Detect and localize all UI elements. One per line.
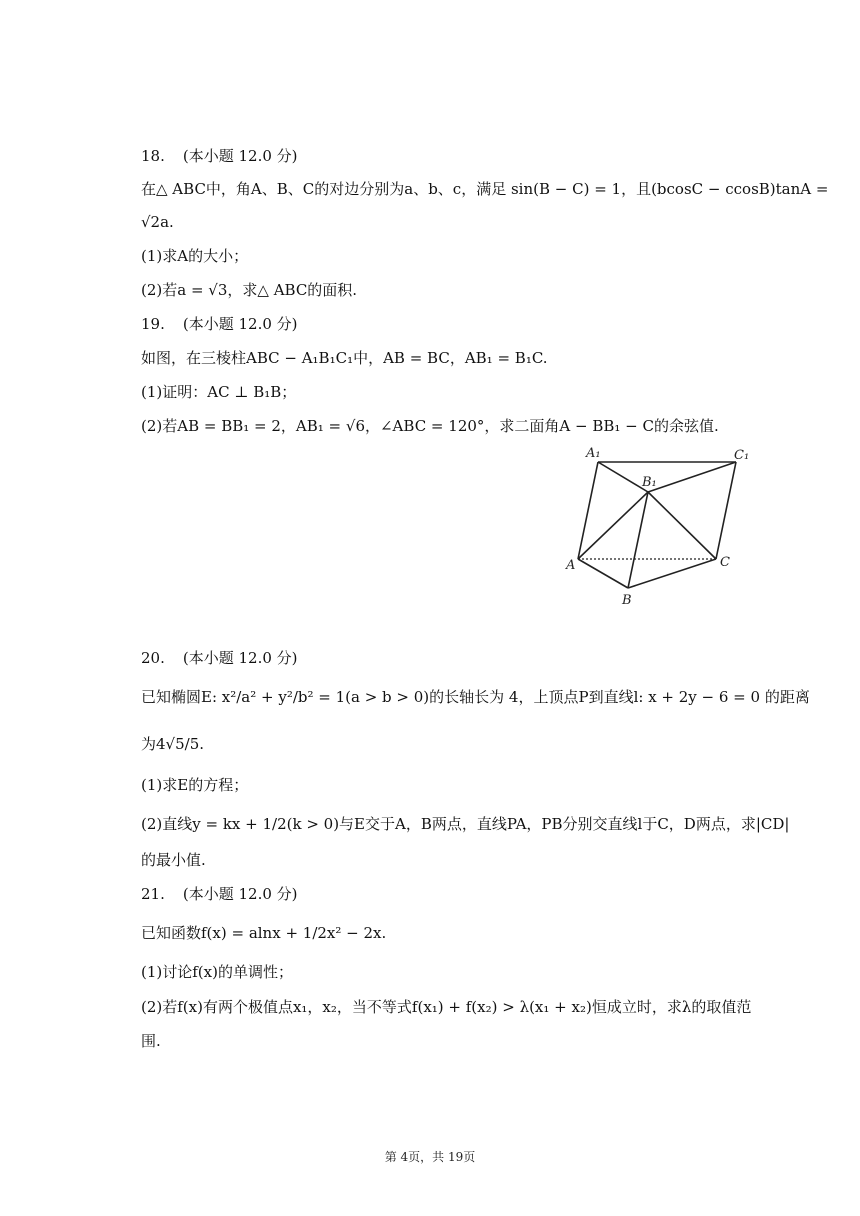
edge-B1C: [648, 492, 716, 559]
q18-number: 18.: [141, 147, 165, 165]
q19-part2: (2)若AB = BB₁ = 2，AB₁ = √6，∠ABC = 120°，求二面角A − BB₁ − C的余弦值.: [141, 417, 719, 435]
edge-A1B1: [598, 462, 648, 492]
q21-header: [141, 883, 298, 905]
q18-points: (本小题 12.0 分): [182, 147, 298, 165]
q19-number: 19.: [141, 315, 165, 333]
label-C1: C₁: [734, 448, 750, 463]
label-B1: B₁: [642, 475, 657, 490]
edge-B1A: [578, 492, 648, 559]
q19-part1: (1)证明：AC ⊥ B₁B；: [141, 383, 297, 401]
q21-part1: (1)讨论f(x)的单调性；: [141, 963, 293, 981]
q18-stem-line2: √2a.: [141, 213, 174, 231]
label-C: C: [720, 555, 730, 570]
q18-header: [141, 145, 298, 167]
q20-part1: (1)求E的方程；: [141, 776, 249, 794]
q19-stem: 如图，在三棱柱ABC − A₁B₁C₁中，AB = BC，AB₁ = B₁C.: [141, 349, 548, 367]
q21-part2-line1: (2)若f(x)有两个极值点x₁，x₂，当不等式f(x₁) + f(x₂) > λ(x₁ + x₂)恒成立时，求λ的取值范: [141, 998, 752, 1016]
prism-figure: [560, 442, 760, 612]
q21-part2-line2: 围.: [141, 1032, 161, 1050]
q19-header: [141, 313, 298, 335]
q18-part2: (2)若a = √3，求△ ABC的面积.: [141, 281, 358, 299]
edge-BC: [628, 559, 716, 588]
q20-points: (本小题 12.0 分): [182, 649, 298, 667]
q18-stem-line1: 在△ ABC中，角A、B、C的对边分别为a、b、c，满足 sin(B − C) = 1，且(bcosC − ccosB)tanA =: [141, 180, 829, 198]
q19-points: (本小题 12.0 分): [182, 315, 298, 333]
q20-number: 20.: [141, 649, 165, 667]
q20-header: [141, 647, 298, 669]
q21-number: 21.: [141, 885, 165, 903]
q20-stem-line1: 已知椭圆E: x²/a² + y²/b² = 1(a > b > 0)的长轴长为 4，上顶点P到直线l: x + 2y − 6 = 0 的距离: [141, 688, 810, 706]
edge-C1C: [716, 462, 736, 559]
edge-B1C1: [648, 462, 736, 492]
q21-stem: 已知函数f(x) = alnx + 1/2x² − 2x.: [141, 924, 387, 942]
q20-part2-line1: (2)直线y = kx + 1/2(k > 0)与E交于A，B两点，直线PA，PB分别交直线l于C，D两点，求|CD|: [141, 815, 790, 833]
q18-part1: (1)求A的大小；: [141, 247, 249, 265]
label-A1: A₁: [586, 446, 601, 461]
page-footer: 第 4页，共 19页: [384, 1150, 476, 1164]
edge-AB: [578, 559, 628, 588]
label-A: A: [566, 558, 576, 573]
prism-diagram: [560, 442, 760, 612]
q20-part2-line2: 的最小值.: [141, 851, 206, 869]
edge-A1A: [578, 462, 598, 559]
q20-stem-line2: 为4√5/5.: [141, 735, 205, 753]
edge-B1B: [628, 492, 648, 588]
label-B: B: [622, 593, 632, 608]
q21-points: (本小题 12.0 分): [182, 885, 298, 903]
